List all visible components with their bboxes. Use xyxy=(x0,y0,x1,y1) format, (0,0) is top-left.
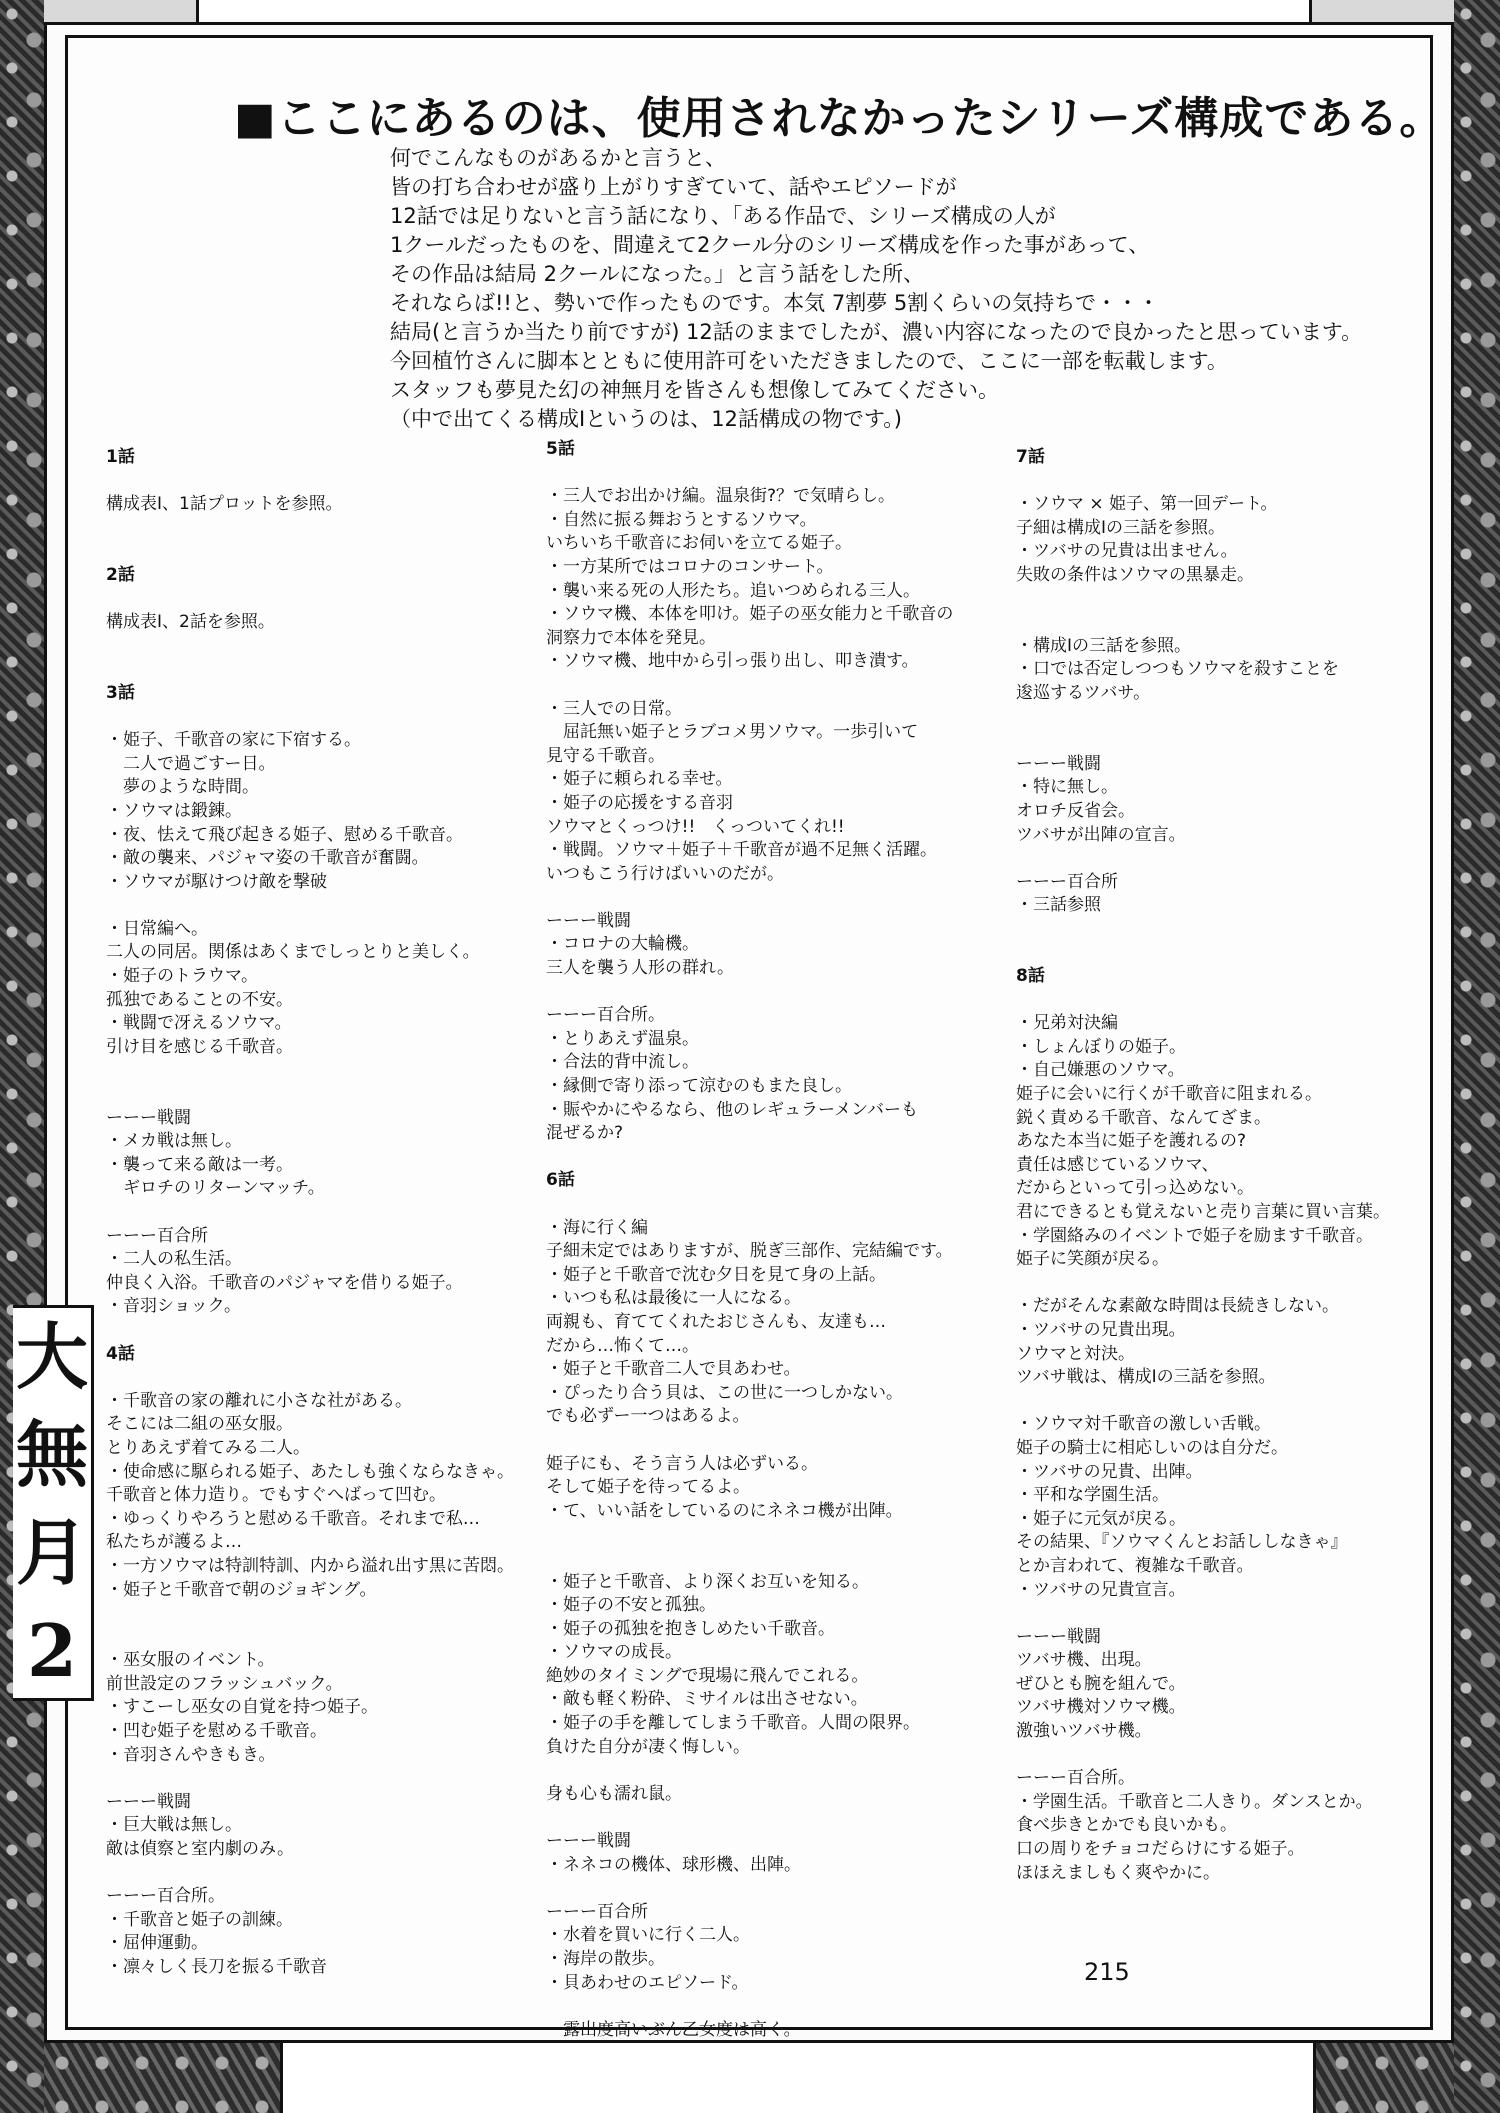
column-line: いつもこう行けばいいのだが。 xyxy=(546,863,784,884)
column-line: ・ツバサの兄貴出現。 xyxy=(1016,1319,1186,1340)
column-line: 夢のような時間。 xyxy=(106,777,259,798)
column-line: ・ツバサの兄貴宣言。 xyxy=(1016,1579,1186,1600)
column-line: ・構成Ⅰの三話を参照。 xyxy=(1016,635,1192,656)
column-line: ツバサが出陣の宣言。 xyxy=(1016,824,1186,845)
document-page xyxy=(15,22,1454,2043)
intro-line: スタッフも夢見た幻の神無月を皆さんも想像してみてください。 xyxy=(390,378,999,402)
column-line: 身も心も濡れ鼠。 xyxy=(546,1783,682,1804)
column-line: ・巨大戦は無し。 xyxy=(106,1815,242,1836)
column-line xyxy=(1016,918,1446,942)
column-line xyxy=(546,462,1016,486)
column-line: ・ソウマの成長。 xyxy=(546,1642,682,1663)
column-line: ・貝あわせのエピソード。 xyxy=(546,1972,749,1993)
column-line: 構成表Ⅰ、1話プロットを参照。 xyxy=(106,494,343,515)
column-line: ・海岸の散歩。 xyxy=(546,1949,665,1969)
column-line: ・姫子の不安と孤独。 xyxy=(546,1595,716,1616)
column-line: ・三話参照 xyxy=(1016,895,1101,916)
column-line: ーーー戦闘 xyxy=(546,910,631,931)
column-line xyxy=(106,894,526,918)
column-line: ・敵の襲来、パジャマ姿の千歌音が奮闘。 xyxy=(106,848,429,869)
column-line: ーーー戦闘 xyxy=(1016,1626,1101,1647)
intro-line: 皆の打ち合わせが盛り上がりすぎていて、話やエピソードが xyxy=(390,175,957,199)
column-line xyxy=(546,1806,1016,1830)
page-number: 215 xyxy=(1084,1958,1130,1986)
column-line: 孤独であることの不安。 xyxy=(106,989,293,1010)
column-line xyxy=(546,886,1016,910)
column-line: 激強いツバサ機。 xyxy=(1016,1721,1152,1742)
column-line: 姫子に笑顔が戻る。 xyxy=(1016,1249,1169,1270)
column-line: ・ツバサの兄貴は出ません。 xyxy=(1016,541,1238,562)
column-line: ・しょんぼりの姫子。 xyxy=(1016,1036,1186,1057)
episode-heading: 8話 xyxy=(1016,966,1045,987)
column-line: ・姫子の手を離してしまう千歌音。人間の限界。 xyxy=(546,1713,920,1734)
column-line: ・て、いい話をしているのにネネコ機が出陣。 xyxy=(546,1500,903,1521)
column-line: 食べ歩きとかでも良いかも。 xyxy=(1016,1815,1237,1836)
column-left xyxy=(106,446,526,1980)
side-title-char: 大 xyxy=(15,1314,88,1399)
episode-heading: 4話 xyxy=(106,1343,135,1364)
side-title-tab xyxy=(13,1305,94,1701)
intro-line: 12話では足りないと言う話になり、「ある作品で、シリーズ構成の人が xyxy=(390,204,1056,228)
column-line: ・平和な学園生活。 xyxy=(1016,1485,1169,1506)
intro-line: （中で出てくる構成Ⅰというのは、12話構成の物です。) xyxy=(390,407,902,431)
column-line: 子細未定ではありますが、脱ぎ三部作、完結編です。 xyxy=(546,1241,953,1262)
column-line: その結果、『ソウマくんとお話ししなきゃ』 xyxy=(1016,1532,1348,1553)
column-line: そこには二組の巫女服。 xyxy=(106,1414,293,1435)
column-line: ・使命感に駆られる姫子、あたしも強くならなきゃ。 xyxy=(106,1461,514,1482)
column-line: ・姫子に頼られる幸せ。 xyxy=(546,769,733,790)
column-line: ・三人でお出かけ編。温泉街?？で気晴らし。 xyxy=(546,486,896,507)
column-line xyxy=(1016,1744,1446,1768)
column-line: ・日常編へ。 xyxy=(106,918,208,939)
column-line: とりあえず着てみる二人。 xyxy=(106,1437,310,1458)
column-line: そして姫子を待ってるよ。 xyxy=(546,1477,750,1498)
right-border-pattern xyxy=(1454,0,1500,2113)
column-line: ・三人での日常。 xyxy=(546,698,682,719)
column-line: ・水着を買いに行く二人。 xyxy=(546,1925,750,1946)
column-line: ・縁側で寄り添って涼むのもまた良し。 xyxy=(546,1076,852,1097)
column-line: 絶妙のタイミングで現場に飛んでこれる。 xyxy=(546,1665,869,1686)
column-line xyxy=(106,540,526,564)
column-line: ツバサ機、出現。 xyxy=(1016,1650,1152,1671)
column-line: とか言われて、複雑な千歌音。 xyxy=(1016,1555,1254,1576)
column-line: ーーー戦闘 xyxy=(106,1107,191,1128)
column-line xyxy=(546,1146,1016,1170)
column-line xyxy=(106,1626,526,1650)
column-line: ・すこーし巫女の自覚を持つ姫子。 xyxy=(106,1697,378,1718)
column-line xyxy=(106,1083,526,1107)
column-line: ・姫子と千歌音、より深くお互いを知る。 xyxy=(546,1571,869,1592)
column-line: 姫子の騎士に相応しいのは自分だ。 xyxy=(1016,1437,1288,1458)
column-line: ・ソウマ機、地中から引っ張り出し、叩き潰す。 xyxy=(546,651,919,672)
column-line xyxy=(1016,729,1446,753)
column-line: ぜひとも腕を組んで。 xyxy=(1016,1673,1186,1694)
column-line xyxy=(546,674,1016,698)
column-line: ーーー百合所。 xyxy=(1016,1768,1135,1789)
intro-line: 今回植竹さんに脚本とともに使用許可をいただきましたので、ここに一部を転載します。 xyxy=(390,349,1228,373)
column-line: ・いつも私は最後に一人になる。 xyxy=(546,1288,801,1309)
column-line xyxy=(106,517,526,541)
column-line: 両親も、育ててくれたおじさんも、友達も… xyxy=(546,1311,886,1332)
column-line xyxy=(106,706,526,730)
column-line: ・千歌音の家の離れに小さな社がある。 xyxy=(106,1390,412,1411)
column-line: ソウマと対決。 xyxy=(1016,1343,1135,1364)
column-line: ツバサ戦は、構成Ⅰの三話を参照。 xyxy=(1016,1367,1276,1388)
column-line xyxy=(546,1547,1016,1571)
column-line: ・ツバサの兄貴、出陣。 xyxy=(1016,1461,1203,1482)
column-line: 姫子に会いに行くが千歌音に阻まれる。 xyxy=(1016,1084,1322,1105)
content-frame xyxy=(65,35,1445,2040)
column-line: ・敵も軽く粉砕、ミサイルは出させない。 xyxy=(546,1689,868,1710)
column-line: ・とりあえず温泉。 xyxy=(546,1028,699,1049)
column-line: 逡巡するツバサ。 xyxy=(1016,682,1151,703)
column-line: だから…怖くて…。 xyxy=(546,1335,699,1356)
column-line xyxy=(106,658,526,682)
column-line: 負けた自分が凄く悔しい。 xyxy=(546,1736,750,1757)
column-line: 前世設定のフラッシュバック。 xyxy=(106,1673,343,1694)
column-line: ・姫子と千歌音で朝のジョギング。 xyxy=(106,1579,377,1600)
intro-line: その作品は結局 2クールになった。」と言う話をした所、 xyxy=(390,262,925,286)
column-line: ・特に無し。 xyxy=(1016,777,1118,798)
column-line: ・姫子に元気が戻る。 xyxy=(1016,1508,1186,1529)
column-line: ・ソウマ × 姫子、第一回デート。 xyxy=(1016,494,1278,515)
column-line: ソウマとくっつけ!! くっついてくれ!! xyxy=(546,816,845,837)
column-line: ーーー百合所 xyxy=(106,1225,208,1246)
column-line: ・コロナの大輪機。 xyxy=(546,934,699,955)
column-line: ーーー戦闘 xyxy=(1016,753,1101,774)
column-line: ーーー百合所 xyxy=(1016,871,1118,892)
episode-heading: 2話 xyxy=(106,564,135,585)
column-line xyxy=(1016,989,1446,1013)
column-line: ・学園生活。千歌音と二人きり。ダンスとか。 xyxy=(1016,1791,1373,1812)
column-line: ・自然に振る舞おうとするソウマ。 xyxy=(546,509,817,530)
column-line: 姫子にも、そう言う人は必ずいる。 xyxy=(546,1453,818,1474)
column-line xyxy=(1016,1602,1446,1626)
side-title-char: 無 xyxy=(15,1412,88,1497)
column-line: ・夜、怯えて飛び起きる姫子、慰める千歌音。 xyxy=(106,824,463,845)
column-line: ・姫子と千歌音二人で貝あわせ。 xyxy=(546,1359,801,1380)
column-line xyxy=(106,1059,526,1083)
column-line: ・口では否定しつつもソウマを殺すことを xyxy=(1016,659,1339,680)
column-line: ・戦闘で冴えるソウマ。 xyxy=(106,1013,292,1034)
column-line: ・姫子の孤独を抱きしめたい千歌音。 xyxy=(546,1618,835,1639)
column-line xyxy=(1016,470,1446,494)
column-line: ・襲って来る敵は一考。 xyxy=(106,1154,293,1175)
column-line: ・合法的背中流し。 xyxy=(546,1052,699,1073)
column-line: ほほえましもく爽やかに。 xyxy=(1016,1862,1220,1883)
column-line: 屈託無い姫子とラブコメ男ソウマ。一歩引いて xyxy=(546,722,919,743)
column-line: 引け目を感じる千歌音。 xyxy=(106,1036,293,1057)
column-line: 失敗の条件はソウマの黒暴走。 xyxy=(1016,564,1254,585)
column-line: 口の周りをチョコだらけにする姫子。 xyxy=(1016,1839,1305,1860)
column-line xyxy=(1016,588,1446,612)
episode-heading: 5話 xyxy=(546,439,575,459)
column-line: 混ぜるか? xyxy=(546,1123,624,1144)
column-line xyxy=(546,1877,1016,1901)
column-line: ・音羽さんやきもき。 xyxy=(106,1744,276,1765)
column-line: ・ソウマは鍛錬。 xyxy=(106,800,242,821)
column-line: 敵は偵察と室内劇のみ。 xyxy=(106,1839,295,1860)
column-line: 鋭く責める千歌音、なんてざま。 xyxy=(1016,1107,1271,1128)
column-line xyxy=(106,1767,526,1791)
left-border-pattern xyxy=(0,0,44,2113)
column-line xyxy=(546,1759,1016,1783)
column-line: ・音羽ショック。 xyxy=(106,1296,241,1317)
column-line: ・姫子の応援をする音羽 xyxy=(546,792,733,813)
column-line: ギロチのリターンマッチ。 xyxy=(106,1178,325,1199)
episode-heading: 7話 xyxy=(1016,447,1045,467)
column-line: ツバサ機対ソウマ機。 xyxy=(1016,1697,1186,1718)
column-line: ・ネネコの機体、球形機、出陣。 xyxy=(546,1854,801,1875)
column-line: ・戦闘。ソウマ＋姫子＋千歌音が過不足無く活躍。 xyxy=(546,840,937,861)
column-line xyxy=(106,1862,526,1886)
column-line: 見守る千歌音。 xyxy=(546,745,665,766)
column-line xyxy=(106,1201,526,1225)
column-line xyxy=(1016,706,1446,730)
column-line: ・ソウマ対千歌音の激しい舌戦。 xyxy=(1016,1414,1271,1435)
column-line: ーーー戦闘 xyxy=(106,1791,191,1812)
column-line: ・ソウマが駆けつけ敵を撃破 xyxy=(106,871,327,892)
column-line: ・凹む姫子を慰める千歌音。 xyxy=(106,1721,327,1742)
column-line xyxy=(1016,847,1446,871)
intro-line: 1クールだったものを、間違えて2クール分のシリーズ構成を作った事があって、 xyxy=(390,233,1150,257)
column-line: ・姫子のトラウマ。 xyxy=(106,966,258,987)
column-line: だからといって引っ込めない。 xyxy=(1016,1178,1254,1199)
column-line: ・巫女服のイベント。 xyxy=(106,1650,275,1671)
column-line: ーーー百合所 xyxy=(546,1901,648,1922)
column-line: ・ぴったり合う貝は、この世に一つしかない。 xyxy=(546,1382,903,1403)
column-line: オロチ反省会。 xyxy=(1016,800,1135,821)
episode-heading: 1話 xyxy=(106,447,135,467)
column-line: ・海に行く編 xyxy=(546,1217,648,1238)
column-line: ・凛々しく長刀を振る千歌音 xyxy=(106,1957,327,1977)
column-line: 構成表Ⅰ、2話を参照。 xyxy=(106,612,275,633)
column-line: ・襲い来る死の人形たち。追いつめられる三人。 xyxy=(546,580,920,601)
column-line xyxy=(546,1429,1016,1453)
column-line xyxy=(106,1602,526,1626)
column-line: ・ソウマ機、本体を叩け。姫子の巫女能力と千歌音の xyxy=(546,604,954,625)
column-line: でも必ずー一つはあるよ。 xyxy=(546,1406,750,1427)
column-line: 千歌音と体力造り。でもすぐへばって凹む。 xyxy=(106,1485,446,1506)
side-title-char: 月 xyxy=(15,1510,88,1595)
column-line: 洞察力で本体を発見。 xyxy=(546,627,716,648)
column-line xyxy=(1016,611,1446,635)
column-line xyxy=(106,588,526,612)
column-line xyxy=(546,1193,1016,1217)
column-line: ・二人の私生活。 xyxy=(106,1249,242,1270)
column-line: 子細は構成Ⅰの三話を参照。 xyxy=(1016,517,1226,538)
column-line: ・兄弟対決編 xyxy=(1016,1013,1118,1034)
column-line: ・自己嫌悪のソウマ。 xyxy=(1016,1060,1185,1081)
column-line: 二人の同居。関係はあくまでしっとりと美しく。 xyxy=(106,942,480,963)
episode-heading: 6話 xyxy=(546,1170,575,1191)
bottom-strip xyxy=(280,2043,1316,2113)
column-line xyxy=(106,635,526,659)
column-line xyxy=(106,470,526,494)
column-line xyxy=(546,1995,1016,2019)
column-line: 仲良く入浴。千歌音のパジャマを借りる姫子。 xyxy=(106,1272,463,1293)
column-line: 君にできるとも覚えないと売り言葉に買い言葉。 xyxy=(1016,1202,1390,1222)
column-line: ーーー戦闘 xyxy=(546,1831,631,1852)
intro-paragraph xyxy=(390,144,1450,434)
episode-heading: 3話 xyxy=(106,682,135,703)
column-line xyxy=(106,1319,526,1343)
column-line: いちいち千歌音にお伺いを立てる姫子。 xyxy=(546,533,852,554)
column-line: 責任は感じているソウマ、 xyxy=(1016,1154,1219,1175)
column-line: ・屈伸運動。 xyxy=(106,1933,208,1954)
column-line: ・学園絡みのイベントで姫子を励ます千歌音。 xyxy=(1016,1225,1373,1246)
column-line: あなた本当に姫子を護れるの? xyxy=(1016,1131,1247,1152)
column-line: 二人で過ごすー日。 xyxy=(106,753,276,774)
column-line: ・姫子、千歌音の家に下宿する。 xyxy=(106,730,361,751)
intro-line: それならば!!と、勢いで作ったものです。本気 7割夢 5割くらいの気持ちで・・・ xyxy=(390,291,1160,315)
column-line: 私たちが護るよ… xyxy=(106,1532,242,1553)
intro-line: 結局(と言うか当たり前ですが) 12話のままでしたが、濃い内容になったので良かったと思っています。 xyxy=(390,320,1363,344)
column-line: ・千歌音と姫子の訓練。 xyxy=(106,1909,293,1930)
column-line: ・賑やかにやるなら、他のレギュラーメンバーも xyxy=(546,1099,918,1120)
column-line: ーーー百合所。 xyxy=(106,1886,225,1907)
column-line: ・メカ戦は無し。 xyxy=(106,1131,242,1152)
column-line xyxy=(546,1523,1016,1547)
column-middle xyxy=(546,438,1016,2042)
column-line xyxy=(1016,941,1446,965)
column-line: 三人を襲う人形の群れ。 xyxy=(546,958,735,979)
column-line: ーーー百合所。 xyxy=(546,1005,665,1026)
column-right xyxy=(1016,446,1446,1885)
top-strip xyxy=(196,0,1312,22)
column-line: 露出度高いぶん乙女度は高く。 xyxy=(546,2019,801,2040)
column-line xyxy=(106,1366,526,1390)
column-line xyxy=(546,981,1016,1005)
page-heading: ■ここにあるのは、使用されなかったシリーズ構成である。 xyxy=(234,93,1445,144)
intro-line: 何でこんなものがあるかと言うと、 xyxy=(390,146,726,170)
column-line: ・だがそんな素敵な時間は長続きしない。 xyxy=(1016,1296,1339,1317)
column-line: ・一方某所ではコロナのコンサート。 xyxy=(546,556,834,577)
column-line: ・姫子と千歌音で沈む夕日を見て身の上話。 xyxy=(546,1264,886,1285)
column-line xyxy=(1016,1272,1446,1296)
side-title-char: 2 xyxy=(26,1608,78,1693)
column-line: ・一方ソウマは特訓特訓、内から溢れ出す黒に苦悶。 xyxy=(106,1555,514,1576)
column-line: ・ゆっくりやろうと慰める千歌音。それまで私… xyxy=(106,1508,480,1529)
column-line xyxy=(1016,1390,1446,1414)
